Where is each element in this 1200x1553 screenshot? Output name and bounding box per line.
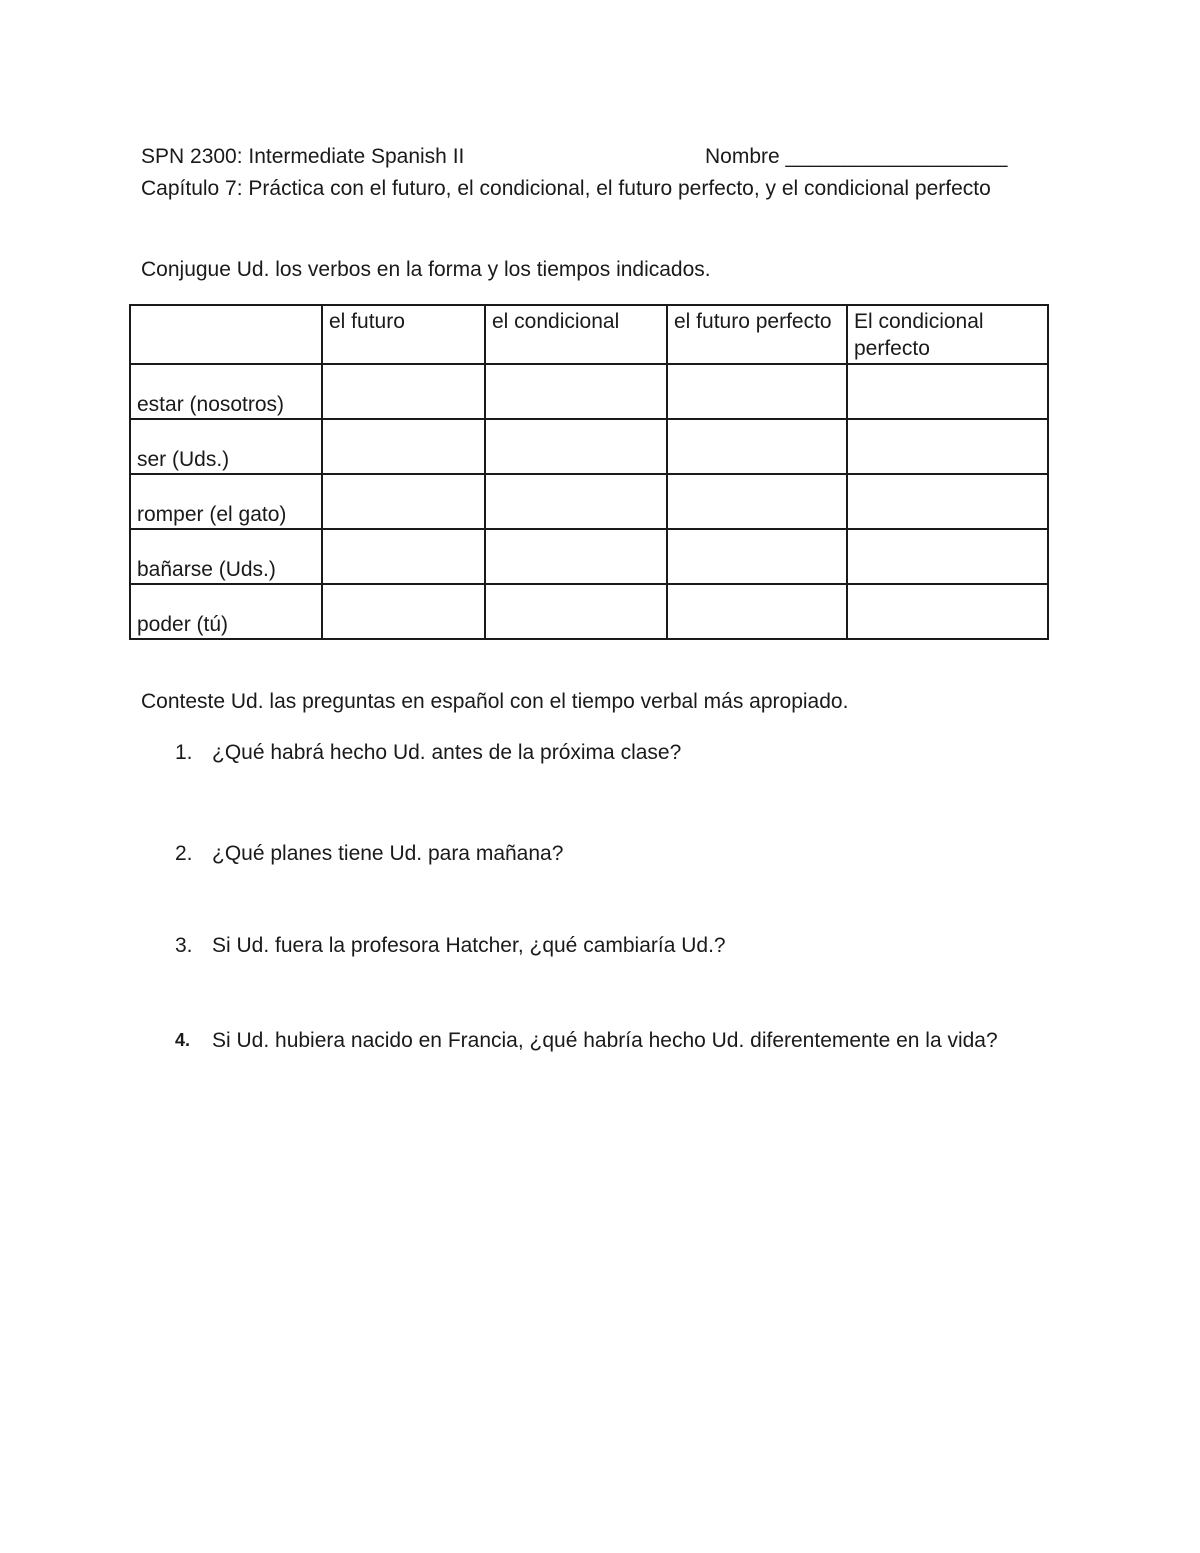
answer-cell[interactable] — [847, 364, 1048, 419]
answer-cell[interactable] — [322, 364, 485, 419]
header-cell-condicional-perfecto: El condicional perfecto — [847, 305, 1048, 364]
answer-cell[interactable] — [667, 474, 847, 529]
answer-cell[interactable] — [847, 529, 1048, 584]
answer-cell[interactable] — [667, 364, 847, 419]
answer-cell[interactable] — [667, 584, 847, 639]
answer-cell[interactable] — [322, 474, 485, 529]
answer-cell[interactable] — [847, 474, 1048, 529]
verb-cell: bañarse (Uds.) — [130, 529, 322, 584]
answer-cell[interactable] — [485, 474, 667, 529]
answer-cell[interactable] — [485, 364, 667, 419]
verb-cell: estar (nosotros) — [130, 364, 322, 419]
verb-cell: poder (tú) — [130, 584, 322, 639]
table-row — [130, 584, 1048, 639]
question-number: 1. — [175, 741, 193, 764]
answer-cell[interactable] — [667, 529, 847, 584]
table-row — [130, 419, 1048, 474]
question-number: 2. — [175, 842, 193, 865]
conjugation-table — [129, 304, 1049, 640]
answer-cell[interactable] — [667, 419, 847, 474]
verb-cell: romper (el gato) — [130, 474, 322, 529]
answer-cell[interactable] — [322, 584, 485, 639]
answer-cell[interactable] — [485, 419, 667, 474]
header-cell-futuro-perfecto: el futuro perfecto — [667, 305, 847, 364]
answer-cell[interactable] — [847, 419, 1048, 474]
question-number: 4. — [175, 1030, 191, 1050]
answer-cell[interactable] — [485, 584, 667, 639]
table-row — [130, 529, 1048, 584]
conjugation-instructions: Conjugue Ud. los verbos en la forma y los tiempos indicados. — [141, 258, 711, 281]
name-field: Nombre ___________________ — [705, 145, 1008, 168]
question-number: 3. — [175, 934, 193, 957]
answer-cell[interactable] — [485, 529, 667, 584]
chapter-title: Capítulo 7: Práctica con el futuro, el condicional, el futuro perfecto, y el condicional perfecto — [141, 177, 991, 200]
table-header-row — [130, 305, 1048, 364]
question-text: ¿Qué habrá hecho Ud. antes de la próxima clase? — [212, 741, 682, 764]
header-cell-futuro: el futuro — [322, 305, 485, 364]
question-text: ¿Qué planes tiene Ud. para mañana? — [212, 842, 564, 865]
question-text: Si Ud. hubiera nacido en Francia, ¿qué habría hecho Ud. diferentemente en la vida? — [212, 1029, 998, 1052]
answer-cell[interactable] — [322, 529, 485, 584]
answer-cell[interactable] — [322, 419, 485, 474]
header-cell-blank — [130, 305, 322, 364]
table-row — [130, 474, 1048, 529]
header-cell-condicional: el condicional — [485, 305, 667, 364]
course-title: SPN 2300: Intermediate Spanish II — [141, 145, 465, 168]
answer-cell[interactable] — [847, 584, 1048, 639]
verb-cell: ser (Uds.) — [130, 419, 322, 474]
table-row — [130, 364, 1048, 419]
questions-instructions: Conteste Ud. las preguntas en español con el tiempo verbal más apropiado. — [141, 690, 849, 713]
question-text: Si Ud. fuera la profesora Hatcher, ¿qué cambiaría Ud.? — [212, 934, 726, 957]
